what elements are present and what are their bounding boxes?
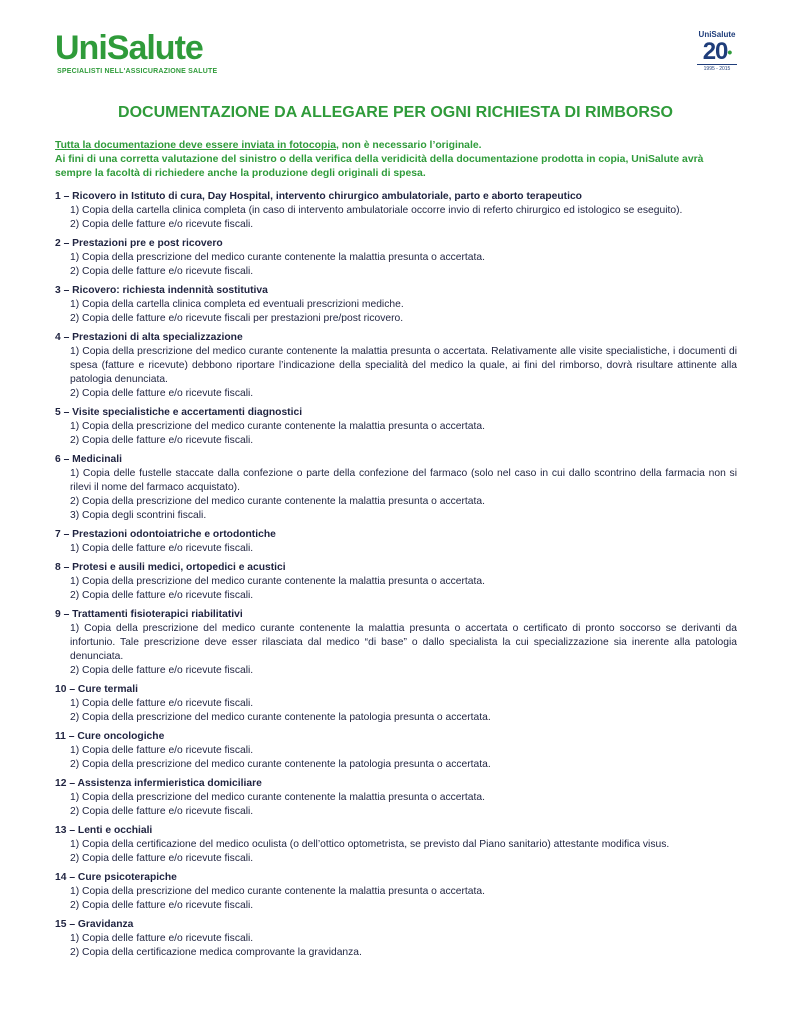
intro-notice <box>55 139 737 181</box>
section <box>55 730 737 772</box>
section-item: 2) Copia della prescrizione del medico curante contenente la patologia presunta o accertata. <box>70 759 491 770</box>
section-item: 3) Copia degli scontrini fiscali. <box>70 510 207 521</box>
anniversary-number: 20 <box>702 38 728 65</box>
section-item: 2) Copia delle fatture e/o ricevute fiscali. <box>70 388 254 399</box>
section <box>55 824 737 866</box>
section <box>55 284 737 326</box>
section-item: 1) Copia della prescrizione del medico curante contenente la malattia presunta o accertata o certificato di pronto soccorso se derivanti da infortunio. Tale prescrizione deve esser rilasciata dal medico “di base” o dallo specialista la cui specializzazione sia inerente alla patologia denunciata. <box>70 623 737 662</box>
section-heading: 15 – Gravidanza <box>55 919 134 930</box>
anniversary-dot-icon: • <box>727 44 732 60</box>
section-item: 2) Copia delle fatture e/o ricevute fiscali. <box>70 219 254 230</box>
section <box>55 237 737 279</box>
page-header <box>0 0 791 90</box>
section-heading: 14 – Cure psicoterapiche <box>55 872 177 883</box>
section-heading: 10 – Cure termali <box>55 684 138 695</box>
section <box>55 528 737 556</box>
section <box>55 683 737 725</box>
section <box>55 918 737 960</box>
section <box>55 331 737 401</box>
unisalute-logo <box>55 29 218 80</box>
section-heading: 9 – Trattamenti fisioterapici riabilitativi <box>55 609 243 620</box>
logo-wordmark: UniSalute <box>55 29 203 67</box>
section-item: 1) Copia della cartella clinica completa (in caso di intervento ambulatoriale occorre invio di referto chirurgico ed istologico se eseguito). <box>70 205 683 216</box>
section-item: 1) Copia delle fatture e/o ricevute fiscali. <box>70 933 254 944</box>
section-item: 2) Copia delle fatture e/o ricevute fiscali per prestazioni pre/post ricovero. <box>70 313 404 324</box>
section <box>55 190 737 232</box>
section <box>55 406 737 448</box>
intro-paragraph: Ai fini di una corretta valutazione del sinistro o della verifica della veridicità della documentazione prodotta in copia, UniSalute avrà sempre la facoltà di richiedere anche la produzione degli originali di spesa. <box>55 154 704 179</box>
section-item: 1) Copia della prescrizione del medico curante contenente la malattia presunta o accertata. <box>70 886 485 897</box>
section-heading: 4 – Prestazioni di alta specializzazione <box>55 332 243 343</box>
section-item: 2) Copia della certificazione medica comprovante la gravidanza. <box>70 947 362 958</box>
section-item: 2) Copia delle fatture e/o ricevute fiscali. <box>70 806 254 817</box>
page-title: DOCUMENTAZIONE DA ALLEGARE PER OGNI RICHIESTA DI RIMBORSO <box>118 104 673 121</box>
section-heading: 8 – Protesi e ausili medici, ortopedici e acustici <box>55 562 286 573</box>
section-item: 1) Copia della prescrizione del medico curante contenente la malattia presunta o accertata. <box>70 421 485 432</box>
section-item: 2) Copia delle fatture e/o ricevute fiscali. <box>70 900 254 911</box>
section-heading: 1 – Ricovero in Istituto di cura, Day Hospital, intervento chirurgico ambulatoriale, parto e aborto terapeutico <box>55 191 582 202</box>
section-heading: 7 – Prestazioni odontoiatriche e ortodontiche <box>55 529 276 540</box>
logo-tagline: SPECIALISTI NELL'ASSICURAZIONE SALUTE <box>57 68 218 75</box>
intro-underlined: Tutta la documentazione deve essere inviata in fotocopia <box>55 140 336 151</box>
sections-list <box>55 190 737 965</box>
intro-rest: , non è necessario l’originale. <box>336 140 482 151</box>
section-heading: 2 – Prestazioni pre e post ricovero <box>55 238 223 249</box>
section <box>55 561 737 603</box>
section-heading: 5 – Visite specialistiche e accertamenti diagnostici <box>55 407 303 418</box>
section-heading: 13 – Lenti e occhiali <box>55 825 153 836</box>
section-heading: 6 – Medicinali <box>55 454 122 465</box>
section <box>55 453 737 523</box>
section-heading: 3 – Ricovero: richiesta indennità sostitutiva <box>55 285 268 296</box>
section <box>55 871 737 913</box>
section-item: 1) Copia delle fustelle staccate dalla confezione o parte della confezione del farmaco (solo nel caso in cui dallo scontrino della farmacia non si rilevi il nome del farmaco acquistato). <box>70 468 737 493</box>
section <box>55 608 737 678</box>
section-item: 1) Copia della certificazione del medico oculista (o dell’ottico optometrista, se previsto dal Piano sanitario) attestante modifica visus. <box>70 839 670 850</box>
section-item: 1) Copia delle fatture e/o ricevute fiscali. <box>70 745 254 756</box>
section-item: 2) Copia delle fatture e/o ricevute fiscali. <box>70 590 254 601</box>
section-item: 1) Copia delle fatture e/o ricevute fiscali. <box>70 698 254 709</box>
section-item: 1) Copia delle fatture e/o ricevute fiscali. <box>70 543 254 554</box>
section-heading: 11 – Cure oncologiche <box>55 731 165 742</box>
anniversary-logo <box>697 30 737 80</box>
anniversary-years: 1995 - 2015 <box>697 64 737 73</box>
section-item: 1) Copia della prescrizione del medico curante contenente la malattia presunta o accertata. <box>70 792 485 803</box>
section-item: 2) Copia della prescrizione del medico curante contenente la patologia presunta o accertata. <box>70 712 491 723</box>
section-item: 2) Copia delle fatture e/o ricevute fiscali. <box>70 665 254 676</box>
anniversary-brand: UniSalute <box>698 30 736 39</box>
section-item: 1) Copia della prescrizione del medico curante contenente la malattia presunta o accertata. <box>70 576 485 587</box>
section-item: 1) Copia della cartella clinica completa ed eventuali prescrizioni mediche. <box>70 299 404 310</box>
section-item: 1) Copia della prescrizione del medico curante contenente la malattia presunta o accertata. <box>70 252 485 263</box>
section <box>55 777 737 819</box>
section-item: 2) Copia delle fatture e/o ricevute fiscali. <box>70 266 254 277</box>
section-heading: 12 – Assistenza infermieristica domiciliare <box>55 778 262 789</box>
section-item: 2) Copia delle fatture e/o ricevute fiscali. <box>70 435 254 446</box>
section-item: 2) Copia della prescrizione del medico curante contenente la malattia presunta o accertata. <box>70 496 485 507</box>
section-item: 1) Copia della prescrizione del medico curante contenente la malattia presunta o accertata. Relativamente alle visite specialistiche, i documenti di spesa (fatture e ricevute) debbono riportare l’indicazione della specialità del medico la quale, ai fini del rimborso, dovrà risultare attinente alla patologia denunciata. <box>70 346 737 385</box>
section-item: 2) Copia delle fatture e/o ricevute fiscali. <box>70 853 254 864</box>
